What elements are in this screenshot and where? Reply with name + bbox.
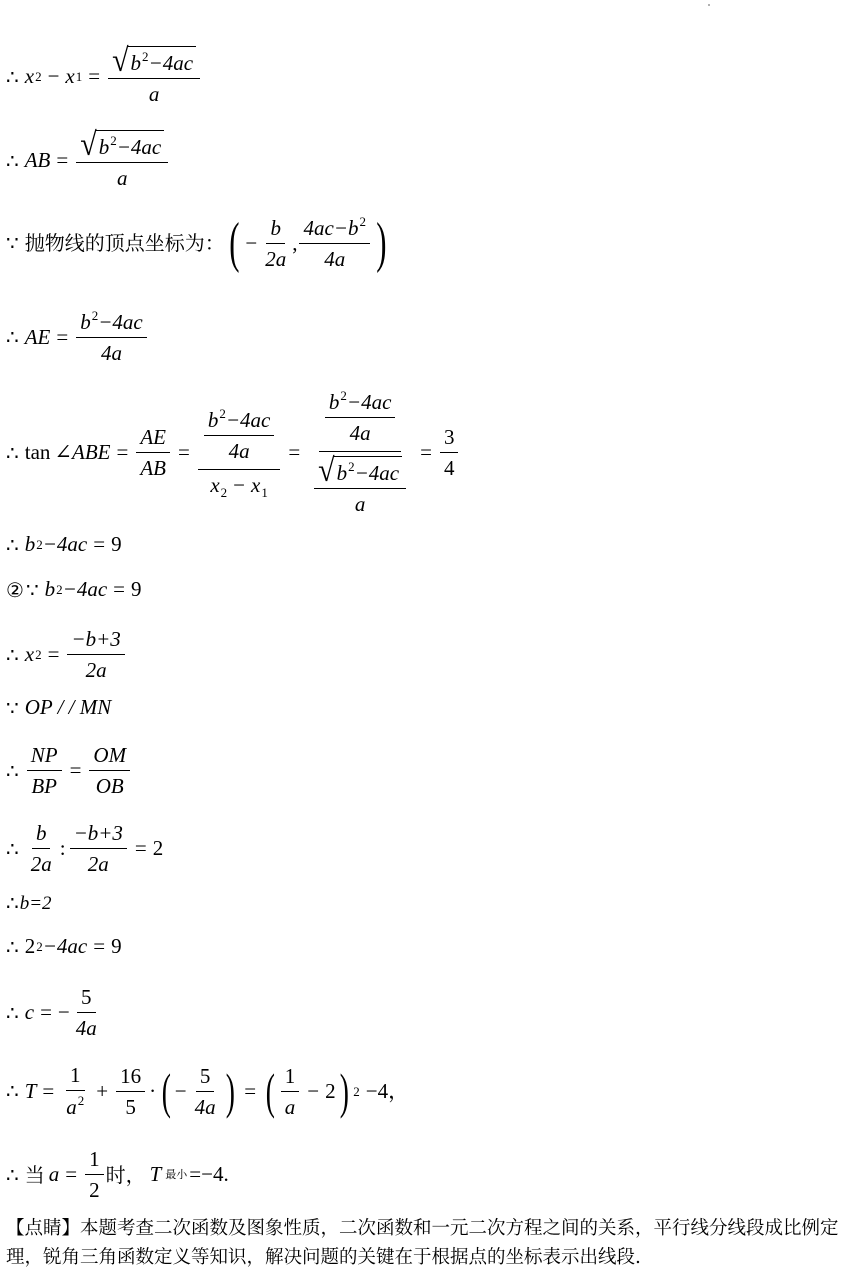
because-symbol: ∵ bbox=[6, 231, 19, 256]
eq-ratio: ∴ $\frac{b}{2a}$ : $\frac{-b+3}{2a}$ = 2 bbox=[6, 818, 163, 880]
eq-tan: ∴ tan ∠ABE = $\frac{AE}{AB}$ = $\frac{\frac{b^2-4ac}{4a}}{x_2 - x_1}$ = $\frac{b^2-4ac}{4a}$ √ $b^2-4ac$ a = $\frac{3}{4}$ bbox=[6, 384, 460, 521]
eq-part2-start: ② ∵ b 2 −4ac = 9 bbox=[6, 577, 142, 602]
scan-speck bbox=[708, 4, 710, 6]
eq-proportion: ∴ $\frac{NP}{BP}$ = $\frac{OM}{OB}$ bbox=[6, 740, 132, 802]
eq-ae: ∴ AE = $\frac{b^2-4ac}{4a}$ bbox=[6, 306, 149, 369]
part-two-marker: ② bbox=[6, 577, 24, 602]
eq-t-expression: ∴ T = $\frac{1}{a^2}$ + $\frac{16}{5}$ · ( − $\frac{5}{4a}$ ) = ( $\frac{1}{a}$ − 2 ) 2 −4， bbox=[6, 1060, 409, 1123]
eq-x2-minus-x1: ∴ x 2 − x 1 = √ $b^2-4ac$ a bbox=[6, 44, 202, 110]
eq-t-minimum: ∴ 当 a = $\frac{1}{2}$ 时， T 最小 =−4. bbox=[6, 1144, 229, 1206]
eq-vertex: ∵ 抛物线的顶点坐标为： ( − $\frac{b}{2a}$ , $\frac{4ac-b^2}{4a}$ ) bbox=[6, 212, 387, 275]
eq-ab: ∴ AB = √ $b^2-4ac$ a bbox=[6, 128, 170, 194]
fraction: √ $b^2-4ac$ a bbox=[76, 128, 168, 194]
summary-note: 【点睛】本题考查二次函数及图象性质，二次函数和一元二次方程之间的关系，平行线分线段成比例定理，锐角三角函数定义等知识，解决问题的关键在于根据点的坐标表示出线段. bbox=[6, 1218, 839, 1268]
fraction: √ $b^2-4ac$ a bbox=[108, 44, 200, 110]
therefore-symbol: ∴ bbox=[6, 64, 19, 89]
eq-substitute: ∴ 2 2 −4ac = 9 bbox=[6, 934, 122, 959]
eq-x2: ∴ x 2 = $\frac{-b+3}{2a}$ bbox=[6, 624, 127, 686]
eq-discriminant: ∴ b 2 −4ac = 9 bbox=[6, 532, 122, 557]
eq-parallel: ∵ OP / / MN bbox=[6, 695, 112, 720]
eq-c-value: ∴ c = − $\frac{5}{4a}$ bbox=[6, 982, 103, 1044]
eq-b-value: ∴ b=2 bbox=[6, 891, 52, 915]
